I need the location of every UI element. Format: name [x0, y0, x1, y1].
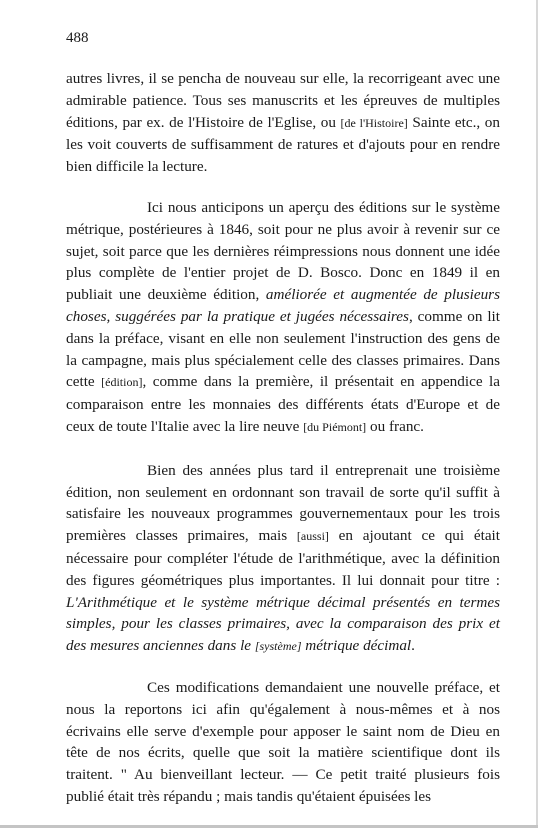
italic-title-part: métrique décimal — [301, 637, 412, 655]
paragraph-4 — [66, 677, 500, 808]
text-run: , comme dans la première, il présentait en appendice la comparaison entre les monnaies des différents états d'Europe et de ceux de toute l'Italie avec la lire neuve — [66, 373, 500, 435]
text-run: Ces modifications demandaient une nouvelle préface, et nous la reportons ici afin qu'également à nous-mêmes et à nos écrivains elle serve d'exemple pour apposer le saint nom de Dieu en tête de nos écrits, quelle que soit la matière scientifique dont ils traitent. " Au bienveillant lecteur. — Ce petit traité plusieurs fois publié était très répandu ; mais tandis qu'étaient épuisées les — [66, 678, 500, 805]
editorial-insertion: [système] — [254, 639, 302, 654]
text-run: en ajoutant ce qui était nécessaire pour compléter l'étude de l'arithmétique, avec la définition des figures géométriques plus importantes. Il lui donnait pour titre : — [66, 527, 500, 589]
paragraph-2 — [66, 197, 500, 439]
text-run: , comme on lit dans la préface, visant en elle non seulement l'instruction des gens de la campagne, mais plus spécialement celle des classes primaires. Dans cette — [66, 307, 500, 391]
paragraph-1 — [66, 68, 500, 178]
editorial-insertion: [aussi] — [296, 529, 329, 544]
body-text — [66, 68, 500, 808]
text-run: ou franc. — [366, 417, 424, 435]
italic-quote: améliorée et augmentée de plusieurs choses, suggérées par la pratique et jugées nécessaires — [66, 286, 500, 325]
page-number: 488 — [66, 30, 89, 46]
text-run: Bien des années plus tard il entreprenait une troisième édition, non seulement en ordonnant son travail de sorte qu'il suffit à satisfaire les nouveaux programmes gouvernementaux pour les trois premières classes primaires, mais — [66, 461, 500, 545]
editorial-insertion: [du Piémont] — [303, 419, 367, 434]
text-run: Ici nous anticipons un aperçu des éditions sur le système métrique, postérieures à 1846, soit pour ne plus avoir à revenir sur ce sujet, soit parce que les dernières réimpressions nous donnent une idée plus complète de l'entier projet de D. Bosco. Donc en 1849 il en publiait une deuxième édition, — [66, 198, 500, 304]
text-run: . — [411, 637, 415, 655]
text-run: Sainte etc., on les voit couverts de suffisamment de ratures et d'ajouts pour en rendre bien difficile la lecture. — [66, 113, 500, 176]
paragraph-3 — [66, 460, 500, 658]
editorial-insertion: [édition] — [101, 375, 143, 390]
text-run: autres livres, il se pencha de nouveau sur elle, la recorrigeant avec une admirable patience. Tous ses manuscrits et les épreuves de multiples éditions, par ex. de l'Histoire de l'Eglise, ou — [66, 70, 500, 131]
italic-title-part: L'Arithmétique et le système métrique décimal présentés en termes simples, pour les classes primaires, avec la comparaison des prix et des mesures anciennes dans le — [66, 593, 500, 655]
editorial-insertion: [de l'Histoire] — [340, 115, 408, 130]
italic-title — [66, 594, 500, 655]
